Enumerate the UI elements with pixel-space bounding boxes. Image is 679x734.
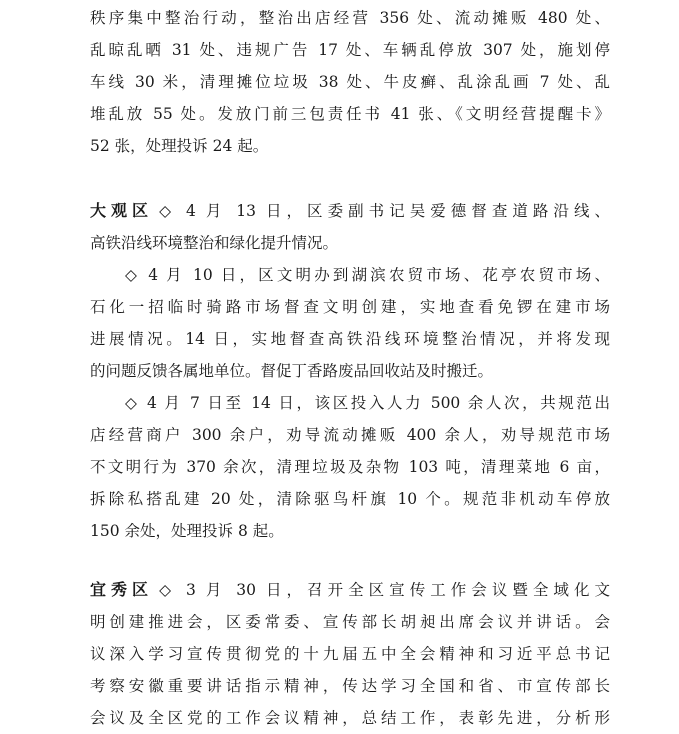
text-line: 乱晾乱晒 31 处、违规广告 17 处、车辆乱停放 307 处，施划停 [90, 41, 610, 59]
text-line: 考察安徽重要讲话指示精神，传达学习全国和省、市宣传部长 [90, 677, 610, 695]
text-line: 堆乱放 55 处。发放门前三包责任书 41 张、《文明经营提醒卡》 [90, 105, 610, 123]
district-heading-line [90, 195, 610, 227]
text-line: ◇ 4 月 10 日，区文明办到湖滨农贸市场、花亭农贸市场、 [125, 266, 610, 284]
text-line: 店经营商户 300 余户，劝导流动摊贩 400 余人，劝导规范市场 [90, 426, 610, 444]
text-line: 高铁沿线环境整治和绿化提升情况。 [90, 234, 339, 252]
text-line: 明创建推进会，区委常委、宣传部长胡昶出席会议并讲话。会 [90, 613, 610, 631]
district-name: 大观区 [90, 201, 154, 220]
text-line: 秩序集中整治行动，整治出店经营 356 处、流动摊贩 480 处、 [90, 9, 610, 27]
text-line: 进展情况。14 日，实地督查高铁沿线环境整治情况，并将发现 [90, 330, 610, 348]
text-line: ◇ 3 月 30 日，召开全区宣传工作会议暨全域化文 [159, 581, 610, 599]
text-line: 的问题反馈各属地单位。督促丁香路废品回收站及时搬迁。 [90, 362, 494, 380]
text-line: 议深入学习宣传贯彻党的十九届五中全会精神和习近平总书记 [90, 645, 610, 663]
text-line: 车线 30 米，清理摊位垃圾 38 处、牛皮癣、乱涂乱画 7 处、乱 [90, 73, 610, 91]
text-line: 石化一招临时骑路市场督查文明创建，实地查看免锣在建市场 [90, 298, 610, 316]
district-name: 宜秀区 [90, 580, 154, 599]
text-line: 150 余处，处理投诉 8 起。 [90, 522, 284, 540]
text-line: 会议及全区党的工作会议精神，总结工作，表彰先进，分析形 [90, 709, 610, 727]
text-line: ◇ 4 月 7 日至 14 日，该区投入人力 500 余人次，共规范出 [125, 394, 610, 412]
text-line: ◇ 4 月 13 日，区委副书记吴爱德督查道路沿线、 [159, 202, 610, 220]
district-heading-line [90, 574, 610, 606]
text-line: 不文明行为 370 余次，清理垃圾及杂物 103 吨，清理菜地 6 亩， [90, 458, 610, 476]
text-line: 52 张，处理投诉 24 起。 [90, 137, 269, 155]
text-line: 拆除私搭乱建 20 处，清除驱鸟杆旗 10 个。规范非机动车停放 [90, 490, 610, 508]
